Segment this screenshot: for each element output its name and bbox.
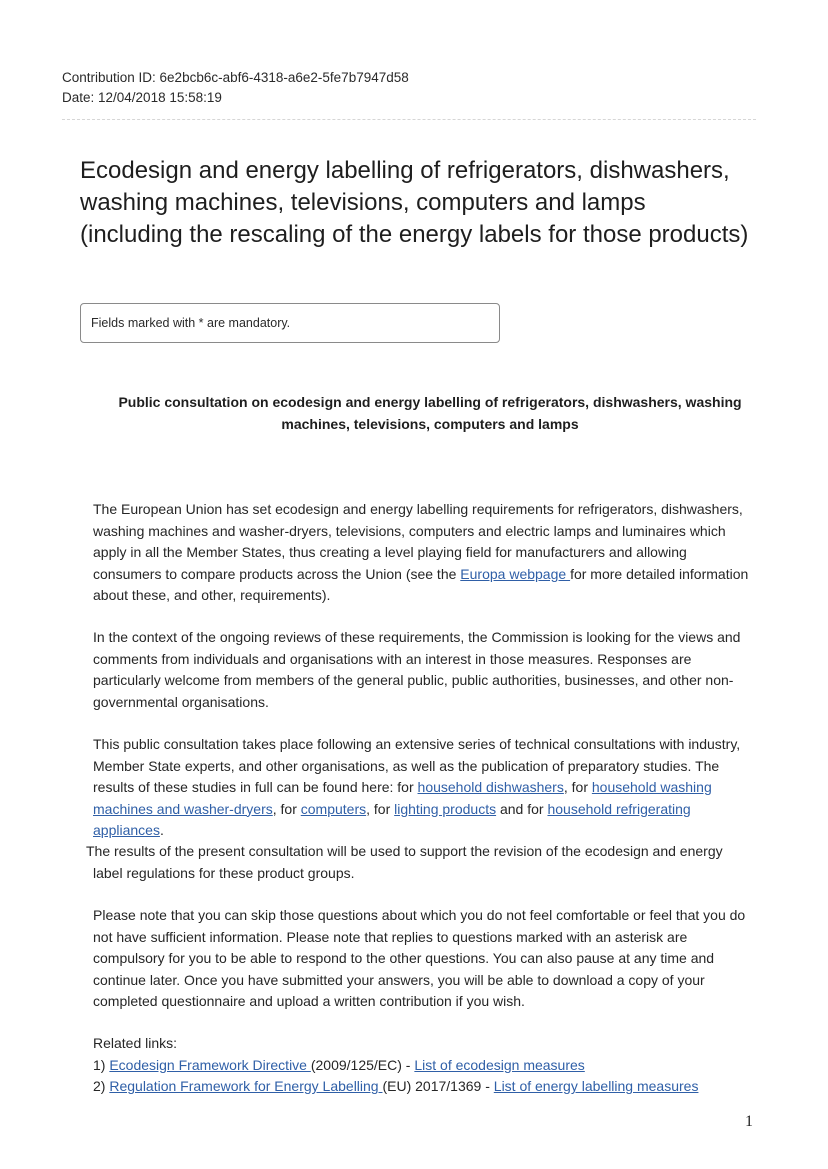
text-line: Please note that you can skip those questions about which you do not feel comfortable or feel that you do [93,907,746,923]
text-fragment: (2009/125/EC) - [310,1056,415,1073]
lighting-products-link[interactable]: lighting products [394,800,497,817]
text-line: not have sufficient information. Please note that replies to questions marked with an asterisk are [93,928,688,945]
text-fragment: consumers to compare products across the Union (see the [93,565,461,582]
header-meta [62,68,409,108]
studies-paragraph [93,734,753,842]
appliances-link[interactable]: appliances [93,822,160,838]
text-fragment: (EU) 2017/1369 - [382,1078,494,1094]
text-line: In the context of the ongoing reviews of these requirements, the Commission is looking for the views and [93,629,741,645]
ecodesign-measures-list-link[interactable]: List of ecodesign measures [414,1056,585,1073]
text-line: The results of the present consultation will be used to support the revision of the ecodesign and energy [86,843,723,859]
section-heading-line-2: machines, televisions, computers and lamps [281,416,579,432]
text-line: comments from individuals and organisations with an interest in those measures. Responses are [93,650,692,667]
ecodesign-framework-directive-link[interactable]: Ecodesign Framework Directive [109,1056,311,1073]
title-line-2: washing machines, televisions, computers and lamps [80,189,646,216]
related-link-item [93,1076,753,1098]
results-paragraph [86,841,746,884]
text-line [93,777,753,799]
instructions-paragraph [93,905,753,1013]
submission-date: Date: 12/04/2018 15:58:19 [62,90,222,105]
energy-labelling-regulation-link[interactable]: Regulation Framework for Energy Labelling [109,1078,383,1094]
text-line: compulsory for you to be able to respond to the other questions. You can also pause at any time and [93,950,715,966]
intro-paragraph [93,499,753,607]
related-links-label: Related links: [93,1035,178,1051]
text-fragment: , for [272,800,301,817]
household-washing-link[interactable]: household washing [591,779,712,795]
list-number: 2) [93,1078,110,1094]
text-line: Member State experts, and other organisations, as well as the publication of preparatory studies. The [93,757,720,774]
text-line [93,799,753,821]
text-fragment: results of these studies in full can be found here: for [93,779,418,795]
title-line-3: (including the rescaling of the energy labels for those products) [80,221,749,248]
text-line: governmental organisations. [93,693,269,710]
list-number: 1) [93,1056,110,1073]
europa-webpage-link[interactable]: Europa webpage [460,565,571,582]
household-dishwashers-link[interactable]: household dishwashers [417,779,564,795]
computers-link[interactable]: computers [300,800,367,817]
related-link-item [93,1055,753,1077]
text-line: about these, and other, requirements). [93,587,331,603]
text-fragment: for more detailed information [570,565,749,582]
text-line: The European Union has set ecodesign and energy labelling requirements for refrigerators, dishwashers, [93,501,743,517]
text-line: continue later. Once you have submitted your answers, you will be able to download a copy of your [93,971,705,988]
text-line [93,820,753,842]
text-line: completed questionnaire and upload a written contribution if you wish. [93,993,525,1009]
text-line: apply in all the Member States, thus creating a level playing field for manufacturers and allowing [93,544,687,560]
text-fragment: , for [563,779,592,795]
text-fragment: . [159,822,164,838]
washing-machines-link[interactable]: machines and washer-dryers [93,800,273,817]
text-fragment: and for [496,800,548,817]
text-line: label regulations for these product groups. [93,864,355,881]
household-refrigerating-link[interactable]: household refrigerating [547,800,691,817]
title-line-1: Ecodesign and energy labelling of refrigerators, dishwashers, [80,157,730,184]
context-paragraph [93,627,753,713]
mandatory-fields-notice: Fields marked with * are mandatory. [80,303,500,343]
contribution-id: Contribution ID: 6e2bcb6c-abf6-4318-a6e2-5fe7b7947d58 [62,70,409,85]
header-divider [62,119,756,120]
text-line: This public consultation takes place following an extensive series of technical consultations with industry, [93,736,741,752]
energy-labelling-measures-list-link[interactable]: List of energy labelling measures [493,1078,699,1094]
page-title [80,155,780,251]
text-line [93,564,753,586]
section-heading-line-1: Public consultation on ecodesign and energy labelling of refrigerators, dishwashers, washing [118,394,742,410]
text-fragment: , for [366,800,395,817]
page-number: 1 [745,1113,753,1130]
text-line: washing machines and washer-dryers, televisions, computers and electric lamps and luminaires which [93,522,726,539]
section-heading [110,391,750,435]
text-line: particularly welcome from members of the general public, public authorities, businesses, and other non- [93,672,734,688]
related-links [93,1033,753,1098]
